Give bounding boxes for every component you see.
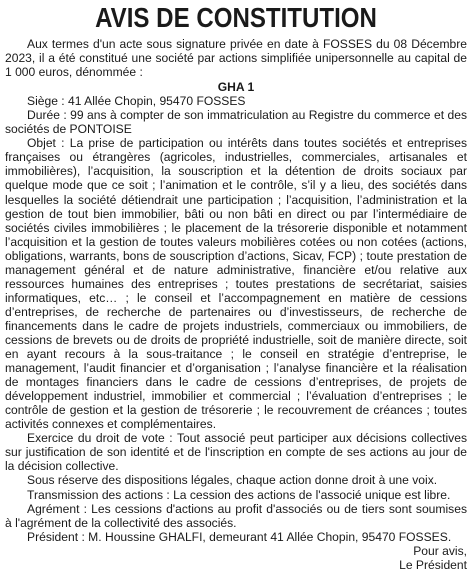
duree-paragraph: Durée : 99 ans à compter de son immatriculation au Registre du commerce et des sociétés de PONTOISE	[5, 108, 467, 137]
company-name: GHA 1	[217, 80, 255, 95]
signoff-le-president: Le Président	[399, 557, 467, 572]
president-paragraph: Président : M. Houssine GHALFI, demeurant 41 Allée Chopin, 95470 FOSSES.	[27, 529, 452, 544]
intro-paragraph: Aux termes d'un acte sous signature privée en date à FOSSES du 08 Décembre 2023, il a été constitué une société par actions simplifiée unipersonnelle au capital de 1 000 euros, dénommée :	[5, 37, 467, 80]
agrement-paragraph: Agrément : Les cessions d'actions au profit d'associés ou de tiers sont soumises à l'agrément de la collectivité des associés.	[5, 501, 467, 530]
vote-paragraph: Exercice du droit de vote : Tout associé peut participer aux décisions collectives sur justification de son identité et de l'inscription en compte de ses actions au jour de la décision collective.	[5, 431, 467, 474]
siege-paragraph: Siège : 41 Allée Chopin, 95470 FOSSES	[27, 94, 246, 109]
signoff-pour-avis: Pour avis,	[413, 543, 467, 558]
objet-paragraph: Objet : La prise de participation ou intérêts dans toutes sociétés et entreprises françaises ou étrangères (agricoles, industrielles, commerciales, artisanales et immobilières), l’acquisition, la souscription et la détention de droits sociaux par quelque mode que ce soit ; l’animation et le contrôle, s’il y a lieu, des sociétés dans lesquelles la société détiendrait une participation ; l’acquisition, l’administration et la gestion de tout bien immobilier, bâti ou non bâti en direct ou par l’intermédiaire de sociétés civiles immobilières ; le placement de la trésorerie disponible et notamment l’acquisition et la gestion de toutes valeurs mobilières cotées ou non cotées (actions, obligations, warrants, bons de souscription d’actions, Sicav, FCP) ; toute prestation de management général et de nature administrative, financière et/ou relative aux ressources humaines des entreprises ; toutes prestations de secrétariat, saisies informatiques, etc… ; le conseil et l’accompagnement en matière de cessions d’entreprises, de recherche de partenaires ou d’investisseurs, de recherche de financements dans le cadre de projets industriels, commerciaux ou immobiliers, de cessions de brevets ou de droits de propriété industrielle, soit de manière directe, soit en ayant recours à la sous-traitance ; le conseil en stratégie d’entreprise, le management, l’audit financier et d’organisation ; l’analyse financière et la réalisation de montages financiers dans le cadre de cessions d’entreprises, de projets de développement industriel, immobilier et commercial ; l’évaluation d’entreprises ; le contrôle de gestion et la gestion de trésorerie ; le recouvrement de créances ; toutes activités connexes et complémentaires.	[5, 136, 467, 432]
voix-paragraph: Sous réserve des dispositions légales, chaque action donne droit à une voix.	[27, 473, 438, 488]
notice-title: AVIS DE CONSTITUTION	[95, 2, 377, 33]
transmission-paragraph: Transmission des actions : La cession des actions de l'associé unique est libre.	[27, 487, 451, 502]
